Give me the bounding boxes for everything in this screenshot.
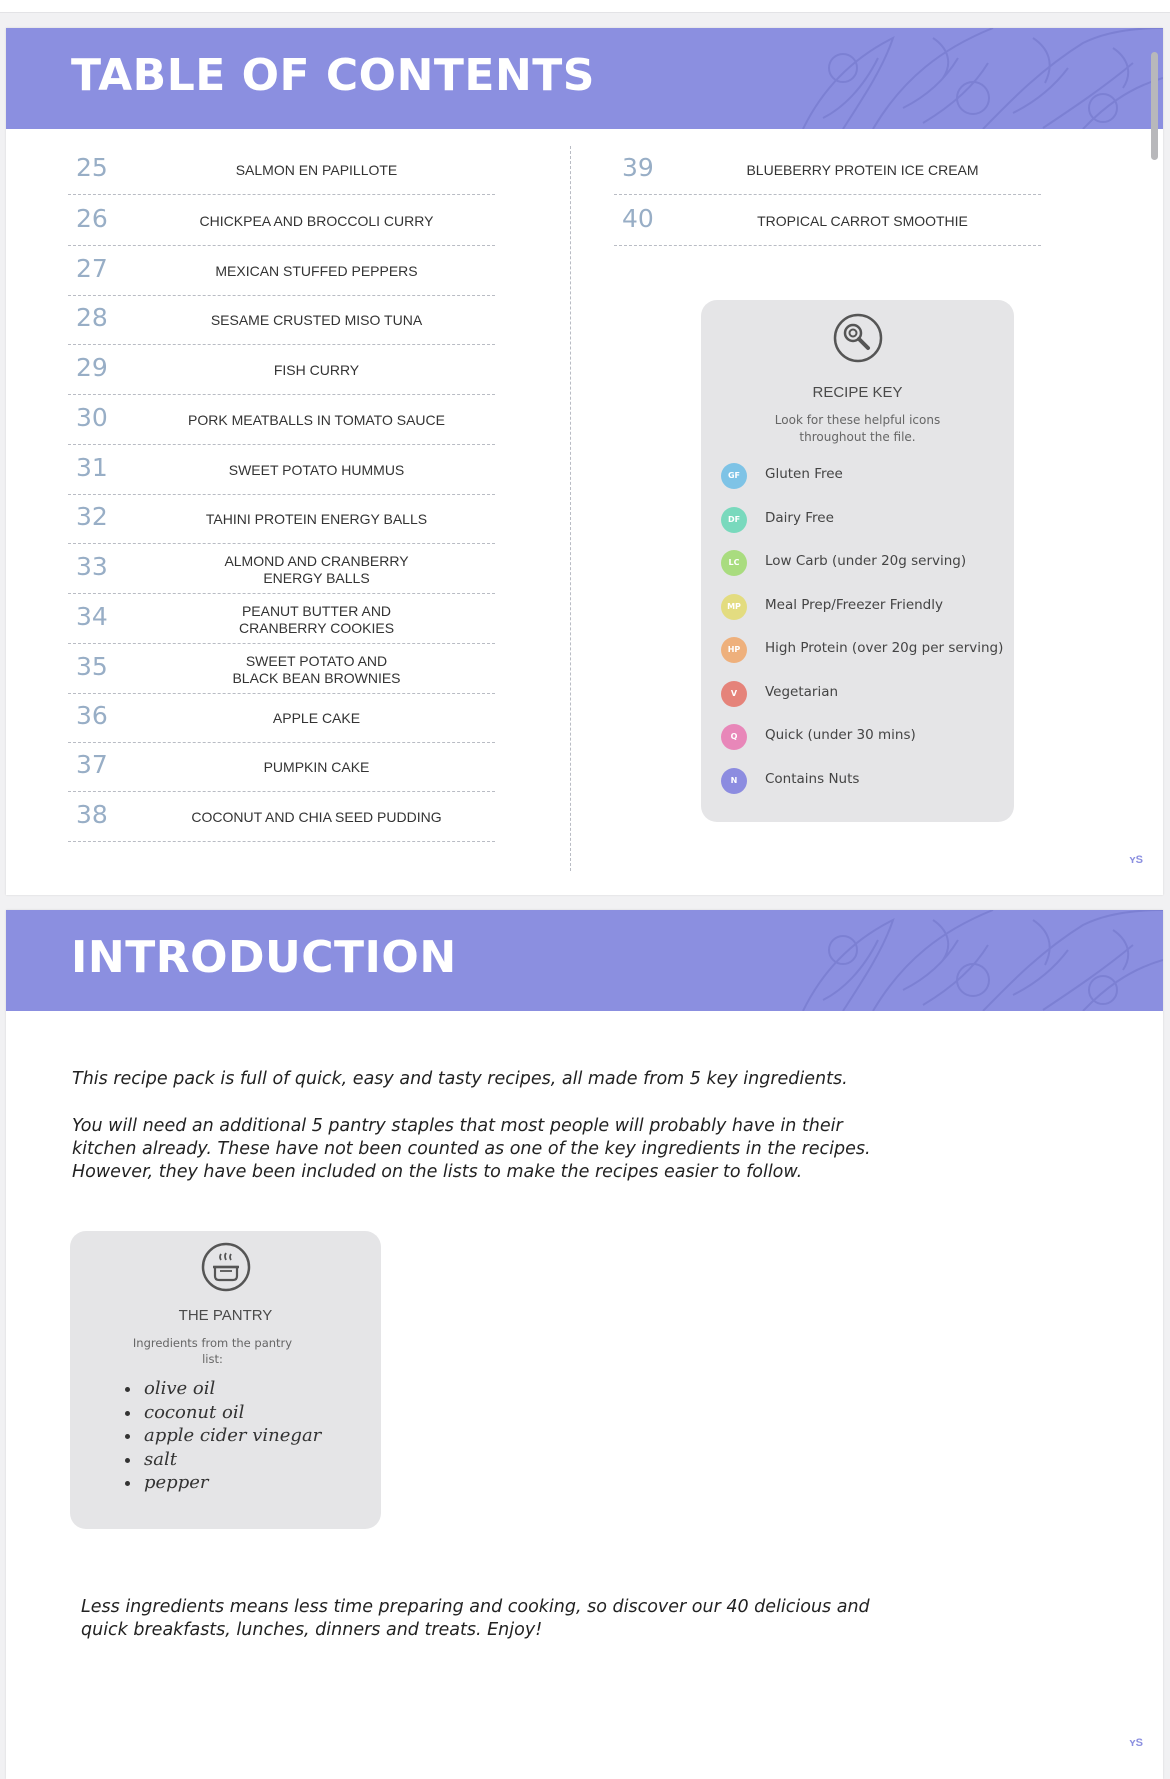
pantry-panel [70,1231,381,1529]
toc-recipe-title [138,462,495,479]
toc-recipe-title-line: PUMPKIN CAKE [263,759,370,775]
toc-page-number: 30 [76,403,108,432]
column-divider [570,146,571,871]
toc-page-number: 29 [76,353,108,382]
recipe-key-badge-icon: GF [721,463,747,489]
recipe-key-subtitle-line: Look for these helpful icons [774,413,941,427]
toc-page-number: 39 [622,153,654,182]
toc-divider-line [68,194,495,195]
toc-recipe-title [138,759,495,776]
recipe-key-badge-icon: DF [721,507,747,533]
intro-title: INTRODUCTION [71,932,457,983]
recipe-key-label: Vegetarian [765,683,839,700]
intro-paragraph-1: This recipe pack is full of quick, easy and tasty recipes, all made from 5 key ingredients. [72,1069,848,1089]
recipe-key-subtitle [741,412,974,446]
toc-recipe-title [138,213,495,230]
intro-paragraph-line: You will need an additional 5 pantry staples that most people will probably have in their [72,1116,843,1136]
page-introduction [6,910,1163,1779]
toc-entry[interactable] [68,693,495,743]
toc-page-number: 27 [76,254,108,283]
recipe-key-label: High Protein (over 20g per serving) [765,640,1004,656]
toc-recipe-title-line: ALMOND AND CRANBERRY [224,553,409,569]
toc-page-number: 33 [76,552,108,581]
pantry-list-item: • coconut oil [142,1401,321,1425]
toc-page-number: 38 [76,800,108,829]
pantry-title: THE PANTRY [178,1307,273,1324]
scrollbar[interactable] [1151,52,1158,160]
recipe-key-badge-icon: Q [721,724,747,750]
page-logo-mark: ʏS [1129,854,1143,866]
pantry-list-item: • pepper [142,1471,321,1495]
pantry-subtitle-line: list: [202,1352,223,1366]
toc-entry[interactable] [68,544,495,594]
intro-paragraph-line: However, they have been included on the lists to make the recipes easier to follow. [72,1162,803,1182]
toc-entry[interactable] [68,644,495,694]
toc-page-number: 34 [76,602,108,631]
page-table-of-contents [6,28,1163,895]
toc-recipe-title [138,362,495,379]
toc-recipe-title [138,710,495,727]
pantry-list-item: • salt [142,1448,321,1472]
toc-recipe-title [138,312,495,329]
recipe-key-badge-icon: V [721,681,747,707]
toc-entry[interactable] [68,742,495,792]
toc-recipe-title [138,603,495,637]
recipe-key-title: RECIPE KEY [812,384,903,401]
toc-recipe-title-line: CRANBERRY COOKIES [238,620,395,636]
toc-entry[interactable] [68,445,495,495]
pantry-list-item: • olive oil [142,1377,321,1401]
toc-page-number: 32 [76,502,108,531]
toc-recipe-title [684,162,1041,179]
toc-recipe-title-line: SESAME CRUSTED MISO TUNA [210,312,423,328]
recipe-key-label: Low Carb (under 20g serving) [765,553,967,569]
toc-entry[interactable] [614,145,1041,195]
top-strip [0,0,1170,13]
toc-recipe-title-line: ENERGY BALLS [263,570,370,586]
intro-paragraph-2 [72,1115,871,1184]
toc-recipe-title [138,511,495,528]
leaf-decoration-icon [783,28,1163,129]
intro-closing [81,1596,870,1642]
toc-page-number: 37 [76,750,108,779]
recipe-key-badge-icon: MP [721,594,747,620]
magnifier-icon [832,312,884,364]
recipe-key-subtitle-line: throughout the file. [799,430,916,444]
toc-page-number: 31 [76,453,108,482]
toc-recipe-title-line: FISH CURRY [273,362,360,378]
toc-recipe-title [138,162,495,179]
toc-recipe-title-line: BLACK BEAN BROWNIES [232,670,401,686]
toc-title: TABLE OF CONTENTS [71,50,595,101]
toc-recipe-title [138,412,495,429]
page-logo-mark: ʏS [1129,1737,1143,1749]
toc-page-number: 36 [76,701,108,730]
toc-recipe-title [684,213,1041,230]
toc-recipe-title-line: COCONUT AND CHIA SEED PUDDING [191,809,442,825]
toc-entry[interactable] [68,594,495,644]
recipe-key-badge-icon: HP [721,637,747,663]
toc-entry[interactable] [68,196,495,246]
toc-divider-line [614,194,1041,195]
toc-entry[interactable] [68,792,495,842]
recipe-key-label: Dairy Free [765,509,834,526]
toc-recipe-title-line: TROPICAL CARROT SMOOTHIE [757,213,968,229]
intro-closing-line: Less ingredients means less time preparing and cooking, so discover our 40 delicious and [81,1597,870,1617]
toc-entry[interactable] [68,494,495,544]
intro-closing-line: quick breakfasts, lunches, dinners and treats. Enjoy! [81,1620,543,1640]
toc-recipe-title [138,653,495,687]
recipe-key-badge-icon: LC [721,550,747,576]
recipe-key-label: Meal Prep/Freezer Friendly [765,596,943,613]
toc-recipe-title-line: SWEET POTATO AND [245,653,388,669]
toc-divider-line [614,245,1041,246]
toc-banner [6,28,1163,129]
toc-recipe-title [138,809,495,826]
toc-recipe-title [138,553,495,587]
toc-page-number: 25 [76,153,108,182]
recipe-key-panel [701,300,1014,822]
toc-divider-line [68,841,495,842]
pantry-subtitle [130,1335,295,1367]
pantry-list-item: • apple cider vinegar [142,1424,321,1448]
toc-recipe-title-line: MEXICAN STUFFED PEPPERS [215,263,418,279]
toc-page-number: 40 [622,204,654,233]
toc-entry[interactable] [68,246,495,296]
toc-recipe-title-line: PEANUT BUTTER AND [241,603,392,619]
toc-entry[interactable] [68,145,495,195]
intro-paragraph-line: kitchen already. These have not been counted as one of the key ingredients in the recipes. [72,1139,871,1159]
intro-banner [6,910,1163,1011]
toc-entry[interactable] [68,295,495,345]
toc-recipe-title-line: SALMON EN PAPILLOTE [235,162,398,178]
toc-recipe-title-line: PORK MEATBALLS IN TOMATO SAUCE [188,412,445,428]
recipe-key-label: Contains Nuts [765,770,860,787]
pantry-subtitle-line: Ingredients from the pantry [132,1336,293,1350]
toc-recipe-title-line: TAHINI PROTEIN ENERGY BALLS [205,511,428,527]
cooking-pot-icon [200,1241,252,1293]
recipe-key-label: Gluten Free [765,466,843,482]
toc-recipe-title-line: APPLE CAKE [272,710,361,726]
toc-recipe-title-line: SWEET POTATO HUMMUS [228,462,405,478]
toc-recipe-title-line: BLUEBERRY PROTEIN ICE CREAM [746,162,979,178]
toc-recipe-title-line: CHICKPEA AND BROCCOLI CURRY [199,213,434,229]
toc-entry[interactable] [68,345,495,395]
pantry-list [120,1377,321,1495]
toc-entry[interactable] [68,395,495,445]
toc-page-number: 28 [76,303,108,332]
toc-entry[interactable] [614,196,1041,246]
toc-page-number: 35 [76,652,108,681]
recipe-key-label: Quick (under 30 mins) [765,727,916,743]
leaf-decoration-icon [783,910,1163,1011]
toc-recipe-title [138,263,495,280]
toc-page-number: 26 [76,204,108,233]
recipe-key-badge-icon: N [721,768,747,794]
